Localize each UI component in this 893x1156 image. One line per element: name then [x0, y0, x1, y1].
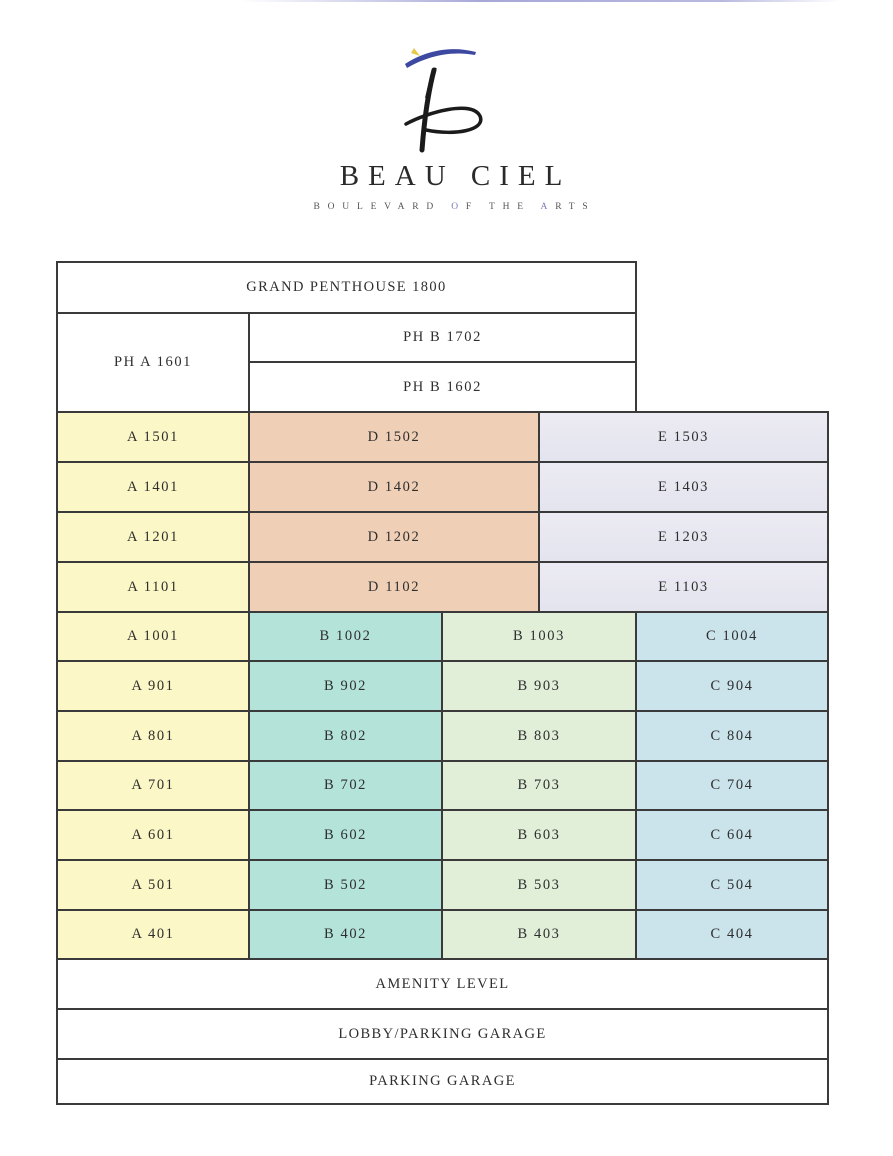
- unit-b: [248, 660, 443, 712]
- unit-d: [248, 511, 540, 563]
- unit-grand-penthouse: [56, 261, 637, 314]
- unit-c: [635, 859, 829, 911]
- unit-c: [635, 611, 829, 662]
- unit-c-label: C 904: [710, 677, 754, 694]
- unit-a: [56, 710, 250, 762]
- unit-a: [56, 461, 250, 513]
- unit-b3: [441, 909, 637, 960]
- unit-b: [248, 809, 443, 861]
- unit-ph-b-lower: [248, 361, 637, 413]
- unit-a-label: A 801: [131, 727, 175, 744]
- tagline-part: HE: [502, 202, 541, 212]
- unit-a-label: A 701: [131, 777, 175, 793]
- unit-b-label: B 502: [323, 876, 368, 893]
- unit-d: [248, 561, 540, 613]
- top-decorative-line: [240, 0, 840, 2]
- amenity-level: [56, 958, 829, 1010]
- unit-e: [538, 411, 829, 463]
- unit-grand-penthouse-label: GRAND PENTHOUSE 1800: [246, 279, 447, 295]
- unit-b-label: B 1002: [319, 628, 372, 644]
- unit-b3: [441, 710, 637, 762]
- unit-e: [538, 511, 829, 563]
- unit-e-label: E 1103: [658, 578, 709, 595]
- unit-b: [248, 611, 443, 662]
- unit-b3-label: B 503: [517, 876, 561, 893]
- unit-d: [248, 411, 540, 463]
- unit-c-label: C 404: [710, 926, 754, 942]
- unit-ph-a-label: PH A 1601: [113, 354, 193, 370]
- beau-ciel-logo-icon: [398, 38, 490, 158]
- unit-b-label: B 402: [323, 926, 368, 942]
- unit-b: [248, 909, 443, 960]
- unit-c-label: C 804: [710, 727, 754, 744]
- unit-c: [635, 710, 829, 762]
- unit-a-label: A 1201: [127, 528, 179, 545]
- unit-ph-b-upper-label: PH B 1702: [403, 329, 482, 345]
- unit-a-label: A 1401: [127, 478, 179, 495]
- unit-a: [56, 660, 250, 712]
- unit-b: [248, 710, 443, 762]
- unit-c-label: C 604: [710, 826, 754, 843]
- unit-a-label: A 401: [131, 926, 175, 942]
- unit-c-label: C 704: [710, 777, 754, 793]
- unit-c: [635, 909, 829, 960]
- tagline-part: O: [451, 202, 466, 212]
- parking-garage-level: [56, 1058, 829, 1105]
- unit-b3: [441, 760, 637, 811]
- unit-b: [248, 859, 443, 911]
- tagline-part: T: [489, 202, 503, 212]
- unit-ph-a: [56, 312, 250, 413]
- unit-d-label: D 1102: [367, 578, 421, 595]
- unit-b3-label: B 603: [517, 826, 561, 843]
- unit-b3: [441, 809, 637, 861]
- unit-b: [248, 760, 443, 811]
- unit-b3-label: B 903: [517, 677, 561, 694]
- unit-a: [56, 611, 250, 662]
- unit-a: [56, 760, 250, 811]
- unit-c: [635, 809, 829, 861]
- unit-ph-b-lower-label: PH B 1602: [403, 378, 482, 395]
- parking-garage-level-label: PARKING GARAGE: [369, 1073, 516, 1089]
- unit-ph-b-upper: [248, 312, 637, 363]
- unit-a-label: A 601: [131, 826, 175, 843]
- unit-b-label: B 702: [323, 777, 368, 793]
- unit-b3: [441, 859, 637, 911]
- unit-b3-label: B 803: [517, 727, 561, 744]
- unit-e: [538, 461, 829, 513]
- unit-e-label: E 1203: [657, 528, 710, 545]
- unit-a: [56, 561, 250, 613]
- unit-d-label: D 1202: [367, 528, 421, 545]
- unit-a-label: A 1501: [127, 428, 179, 445]
- unit-c: [635, 660, 829, 712]
- unit-a-label: A 901: [131, 677, 175, 694]
- unit-d-label: D 1402: [367, 478, 421, 495]
- unit-b3-label: B 403: [517, 926, 561, 942]
- unit-c-label: C 504: [710, 876, 754, 893]
- unit-a: [56, 809, 250, 861]
- tagline-part: B: [313, 202, 328, 212]
- unit-d: [248, 461, 540, 513]
- lobby-parking-level-label: LOBBY/PARKING GARAGE: [338, 1025, 547, 1042]
- unit-a-label: A 501: [131, 876, 175, 893]
- unit-a: [56, 411, 250, 463]
- tagline-part: A: [540, 202, 556, 212]
- tagline-part: F: [465, 202, 490, 212]
- tagline-part: OULEVARD: [327, 202, 452, 212]
- unit-a: [56, 511, 250, 563]
- unit-e-label: E 1503: [657, 428, 710, 445]
- unit-b3-label: B 703: [517, 777, 561, 793]
- unit-a: [56, 909, 250, 960]
- unit-b3: [441, 660, 637, 712]
- unit-b-label: B 802: [323, 727, 368, 744]
- unit-b-label: B 902: [323, 677, 368, 694]
- unit-b-label: B 602: [323, 826, 368, 843]
- unit-b3-label: B 1003: [513, 628, 565, 644]
- unit-d-label: D 1502: [367, 428, 421, 445]
- unit-c: [635, 760, 829, 811]
- unit-a-label: A 1001: [127, 628, 179, 644]
- brand-tagline: [0, 202, 893, 212]
- amenity-level-label: AMENITY LEVEL: [375, 975, 510, 992]
- tagline-part: RTS: [555, 202, 596, 212]
- brand-name: BEAU CIEL: [339, 160, 572, 192]
- unit-b3: [441, 611, 637, 662]
- lobby-parking-level: [56, 1008, 829, 1060]
- unit-e: [538, 561, 829, 613]
- unit-a-label: A 1101: [127, 578, 179, 595]
- unit-a: [56, 859, 250, 911]
- unit-e-label: E 1403: [657, 478, 710, 495]
- unit-c-label: C 1004: [706, 628, 758, 644]
